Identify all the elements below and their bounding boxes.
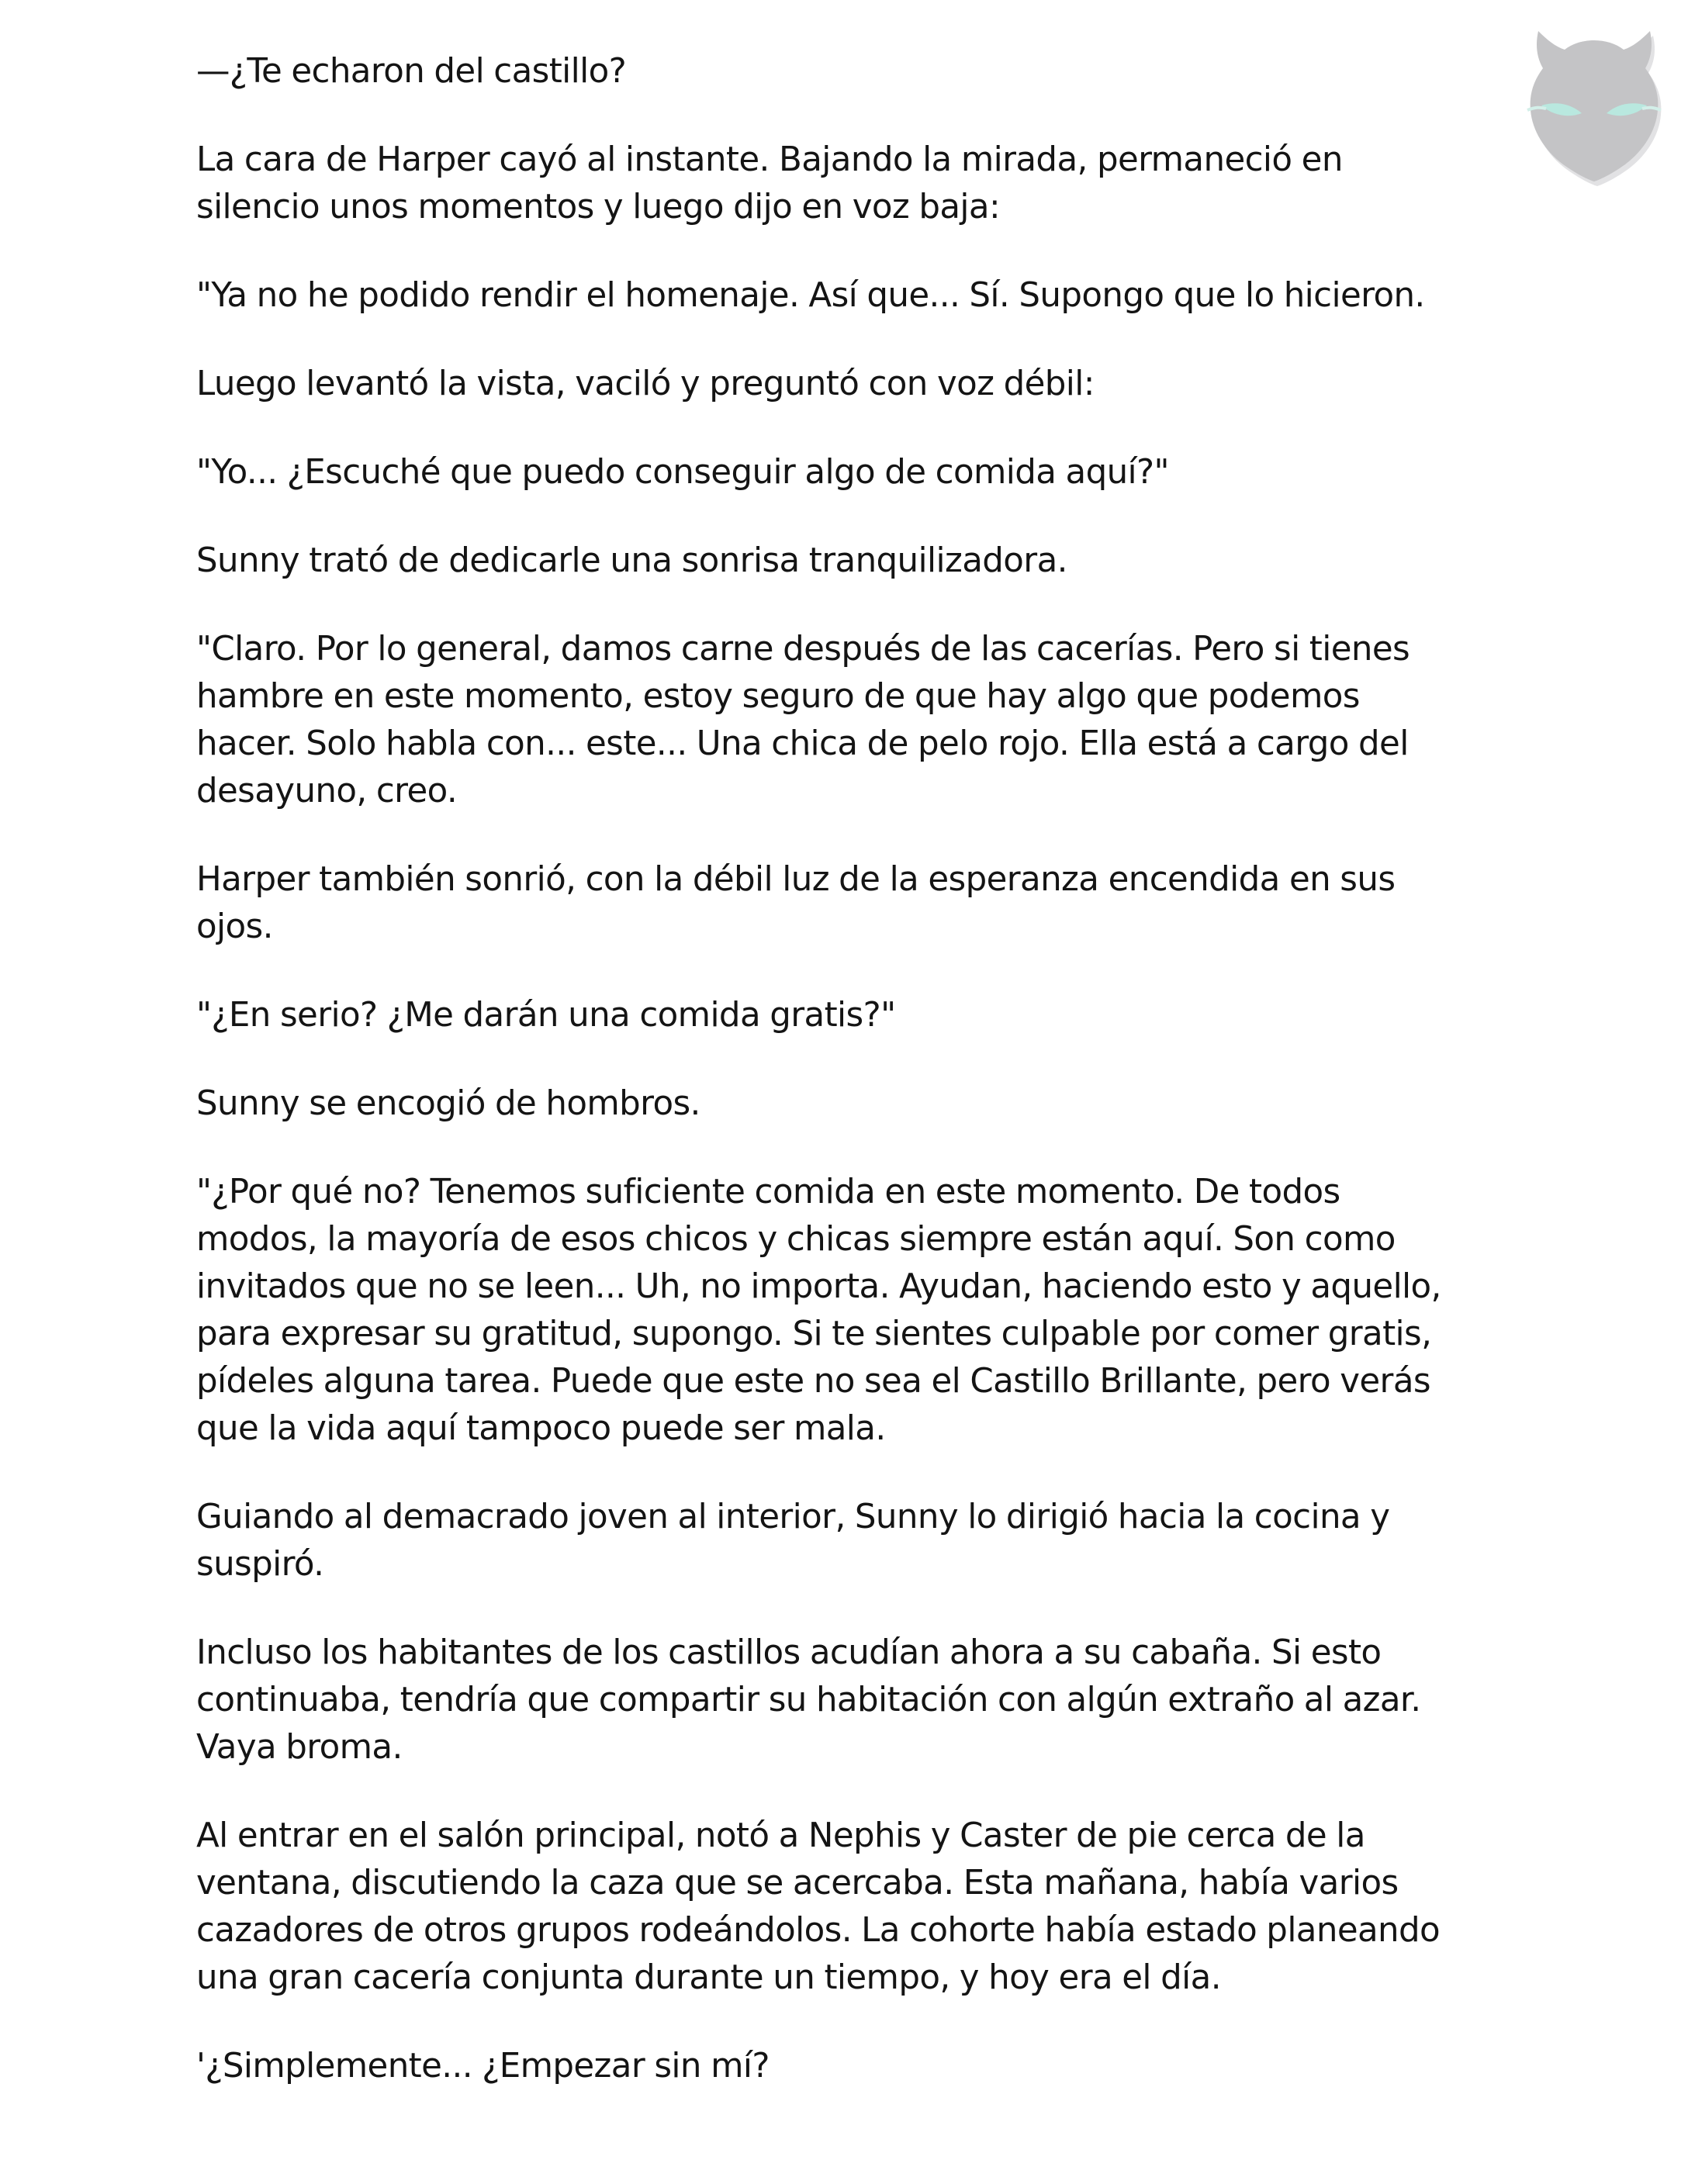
- paragraph-6: Sunny trató de dedicarle una sonrisa tranquilizadora.: [196, 541, 1067, 580]
- paragraph-14: Al entrar en el salón principal, notó a Nephis y Caster de pie cerca de la ventana, discutiendo la caza que se acercaba. Esta mañana, había varios cazadores de otros grupos rodeándolos. La cohorte había estado planeando una gran cacería conjunta durante un tiempo, y hoy era el día.: [196, 1816, 1441, 1997]
- paragraph-7: "Claro. Por lo general, damos carne después de las cacerías. Pero si tienes hambre en este momento, estoy seguro de que hay algo que podemos hacer. Solo habla con... este... Una chica de pelo rojo. Ella está a cargo del desayuno, creo.: [196, 630, 1410, 810]
- text-column: [196, 48, 1484, 2131]
- paragraph-8: Harper también sonrió, con la débil luz de la esperanza encendida en sus ojos.: [196, 860, 1396, 946]
- paragraph-4: Luego levantó la vista, vaciló y preguntó con voz débil:: [196, 365, 1095, 403]
- paragraph-1: —¿Te echaron del castillo?: [196, 52, 627, 91]
- paragraph-2: La cara de Harper cayó al instante. Bajando la mirada, permaneció en silencio unos momentos y luego dijo en voz baja:: [196, 140, 1343, 226]
- paragraph-5: "Yo... ¿Escuché que puedo conseguir algo de comida aquí?": [196, 453, 1169, 492]
- paragraph-12: Guiando al demacrado joven al interior, Sunny lo dirigió hacia la cocina y suspiró.: [196, 1498, 1390, 1584]
- paragraph-9: "¿En serio? ¿Me darán una comida gratis?": [196, 996, 896, 1035]
- paragraph-10: Sunny se encogió de hombros.: [196, 1084, 700, 1123]
- paragraph-3: "Ya no he podido rendir el homenaje. Así que... Sí. Supongo que lo hicieron.: [196, 276, 1425, 315]
- paragraph-13: Incluso los habitantes de los castillos acudían ahora a su cabaña. Si esto continuaba, tendría que compartir su habitación con algún extraño al azar. Vaya broma.: [196, 1633, 1421, 1767]
- demon-head-logo-icon: [1517, 14, 1672, 186]
- paragraph-11: "¿Por qué no? Tenemos suficiente comida en este momento. De todos modos, la mayoría de esos chicos y chicas siempre están aquí. Son como invitados que no se leen... Uh, no importa. Ayudan, haciendo esto y aquello, para expresar su gratitud, supongo. Si te sientes culpable por comer gratis, pídeles alguna tarea. Puede que este no sea el Castillo Brillante, pero verás que la vida aquí tampoco puede ser mala.: [196, 1173, 1441, 1448]
- paragraph-15: '¿Simplemente... ¿Empezar sin mí?: [196, 2047, 770, 2086]
